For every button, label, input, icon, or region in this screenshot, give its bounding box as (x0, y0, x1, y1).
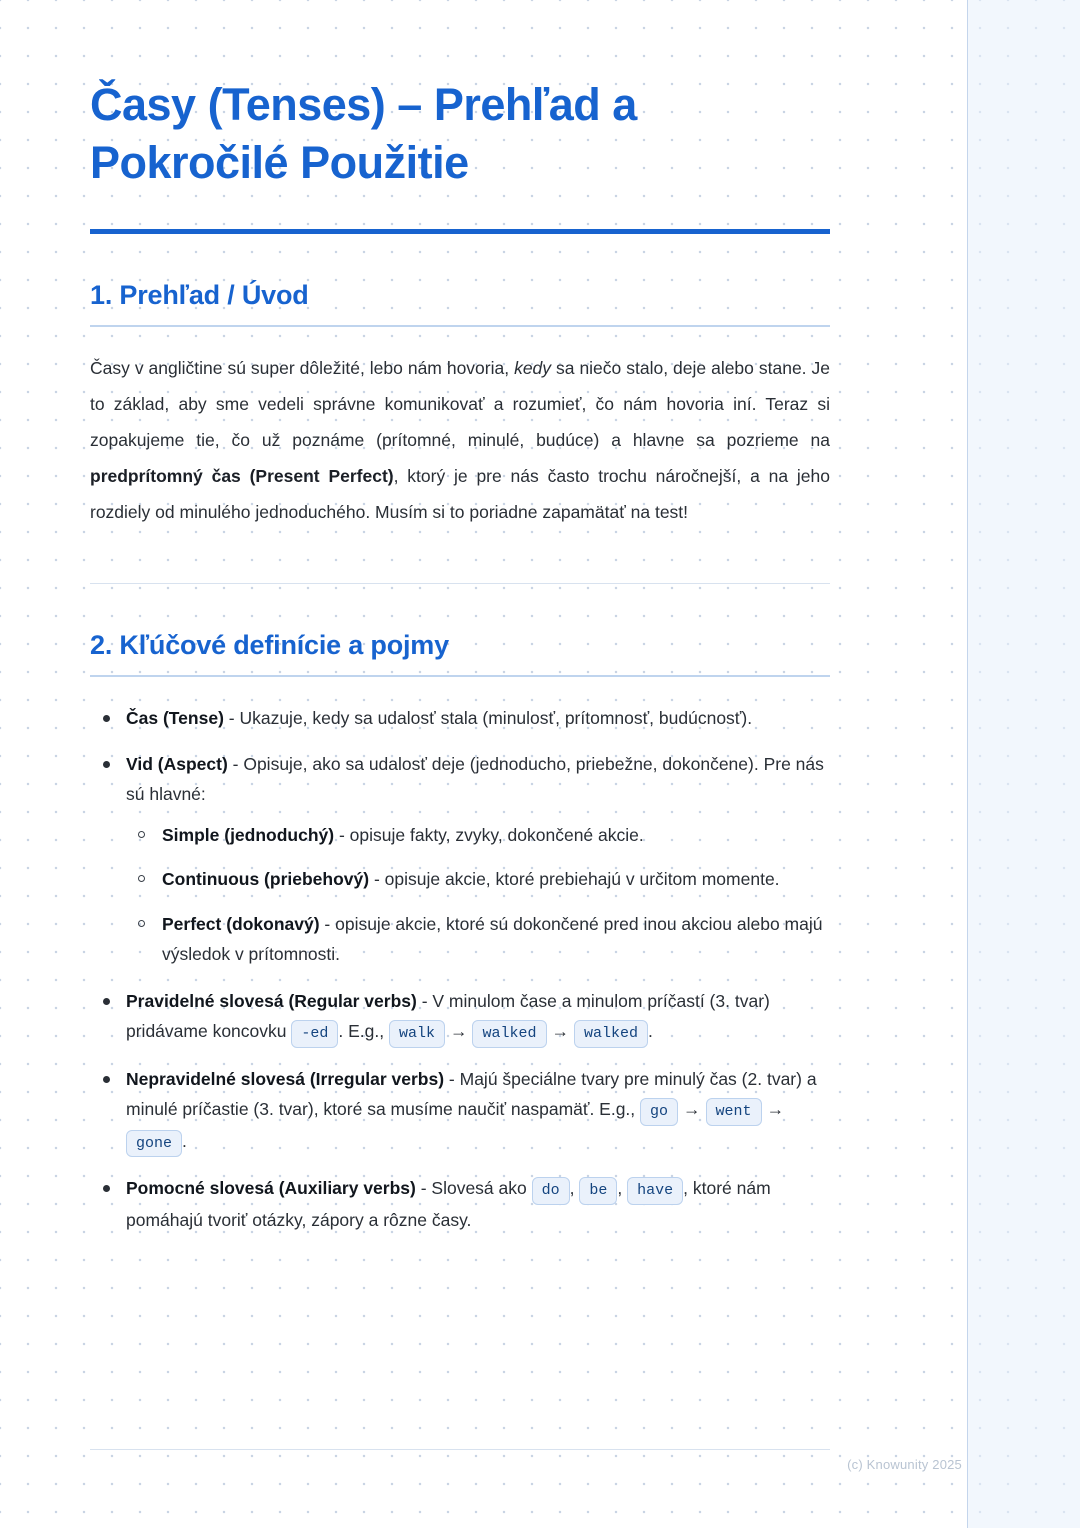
list-item (90, 1064, 830, 1157)
code-chip-went: went (706, 1098, 762, 1126)
term-label: Pomocné slovesá (Auxiliary verbs) (126, 1178, 416, 1198)
document-content (90, 76, 830, 1251)
list-item (126, 909, 830, 970)
code-chip-walked-past: walked (472, 1020, 546, 1048)
code-chip-walk: walk (389, 1020, 445, 1048)
overview-text-2: sa niečo stalo, deje alebo stane. Je to základ, aby sme vedeli správne komunikovať a rozumieť, čo nám hovoria iní. Teraz si zopakujeme tie, čo už poznáme (prítomné, minulé, budúce) a hlavne sa pozrieme na (90, 358, 830, 450)
term-label: Pravidelné slovesá (Regular verbs) (126, 990, 417, 1011)
footer-divider (90, 1449, 830, 1450)
arrow-icon: → (449, 1021, 468, 1042)
code-chip-go: go (640, 1098, 678, 1126)
term-description: - opisuje fakty, zvyky, dokončené akcie. (334, 824, 644, 845)
page-title: Časy (Tenses) – Prehľad a Pokročilé Použitie (90, 79, 637, 188)
aspect-sublist (126, 820, 830, 970)
arrow-icon: → (551, 1021, 569, 1042)
term-label: Vid (Aspect) (126, 754, 228, 774)
section-heading-overview: 1. Prehľad / Úvod (90, 280, 309, 311)
right-margin-strip (968, 0, 1080, 1528)
term-description: - opisuje akcie, ktoré prebiehajú v určitom momente. (369, 869, 780, 890)
chip-separator: , (569, 1178, 575, 1198)
section-heading-definitions: 2. Kľúčové definície a pojmy (90, 629, 449, 660)
section-underline (90, 325, 830, 327)
list-item (90, 986, 830, 1048)
copyright-note: (c) Knowunity 2025 (847, 1457, 962, 1472)
term-description: , ktoré nám pomáhajú tvoriť otázky, zápory a rôzne časy. (126, 1178, 771, 1230)
list-item (90, 703, 830, 733)
arrow-icon: → (683, 1099, 701, 1119)
right-margin-divider (967, 0, 968, 1528)
term-description: . (648, 1021, 653, 1042)
code-chip-do: do (532, 1177, 570, 1205)
title-underline (90, 229, 830, 234)
overview-text-3: , ktorý je pre nás často trochu náročnejší, a na jeho rozdiely od minulého jednoduchého. Musím si to poriadne zapamätať na test! (90, 465, 830, 522)
term-description: . E.g., (338, 1021, 389, 1042)
term-label: Perfect (dokonavý) (162, 913, 320, 934)
term-description: - Ukazuje, kedy sa udalosť stala (minulosť, prítomnosť, budúcnosť). (223, 707, 753, 728)
term-description: - Majú špeciálne tvary pre minulý čas (2. tvar) a minulé príčastie (3. tvar), ktoré sa musíme naučiť naspamäť. E.g., (126, 1068, 817, 1119)
section-underline (90, 675, 830, 677)
term-description: - Slovesá ako (415, 1178, 532, 1198)
list-item (90, 749, 830, 970)
code-chip-have: have (627, 1177, 683, 1205)
code-chip-gone: gone (126, 1130, 182, 1158)
term-description: - Opisuje, ako sa udalosť deje (jednoducho, priebežne, dokončene). Pre nás sú hlavné: (126, 754, 824, 805)
arrow-icon: → (766, 1099, 785, 1119)
overview-paragraph (90, 351, 830, 530)
code-chip-walked-participle: walked (574, 1020, 648, 1048)
code-chip-ed: -ed (291, 1020, 338, 1048)
overview-emphasis: kedy (514, 358, 552, 379)
overview-bold: predprítomný čas (Present Perfect) (90, 465, 394, 486)
overview-text-1: Časy v angličtine sú super dôležité, lebo nám hovoria, (90, 358, 515, 379)
chip-separator: , (617, 1178, 623, 1198)
term-description: - V minulom čase a minulom príčastí (3. tvar) pridávame koncovku (126, 990, 770, 1042)
term-label: Čas (Tense) (126, 707, 224, 728)
term-description: . (182, 1130, 187, 1151)
definitions-list (90, 703, 830, 1235)
term-label: Simple (jednoduchý) (162, 824, 335, 845)
term-description: - opisuje akcie, ktoré sú dokončené pred inou akciou alebo majú výsledok v prítomnosti. (162, 913, 823, 965)
term-label: Nepravidelné slovesá (Irregular verbs) (126, 1068, 445, 1089)
list-item (126, 820, 830, 850)
term-label: Continuous (priebehový) (162, 869, 370, 890)
list-item (90, 1173, 830, 1235)
code-chip-be: be (579, 1177, 617, 1205)
list-item (126, 864, 830, 894)
section-divider (90, 583, 830, 584)
